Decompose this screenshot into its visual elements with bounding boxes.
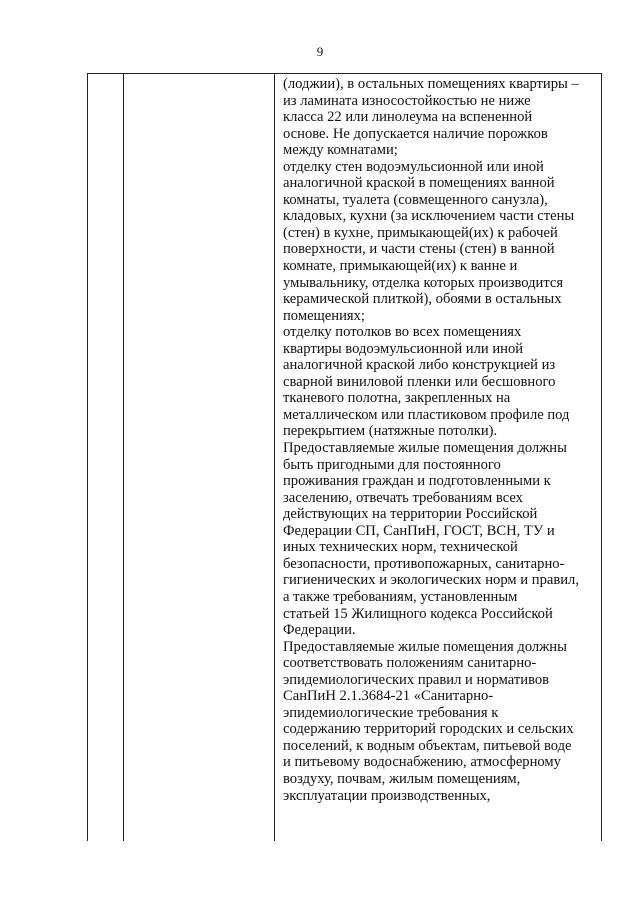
text-line: основе. Не допускается наличие порожков xyxy=(283,125,548,142)
text-line: тканевого полотна, закрепленных на xyxy=(283,390,511,407)
text-line: безопасности, противопожарных, санитарно- xyxy=(283,555,565,572)
text-line: Федерации СП, СанПиН, ГОСТ, ВСН, ТУ и xyxy=(283,522,555,539)
text-line: между комнатами; xyxy=(283,142,398,159)
text-line: аналогичной краской либо конструкцией из xyxy=(283,357,556,374)
text-line: статьей 15 Жилищного кодекса Российской xyxy=(283,605,553,622)
text-line: эпидемиологические требования к xyxy=(283,704,499,721)
text-line: кладовых, кухни (за исключением части стены xyxy=(283,208,575,225)
text-line: сварной виниловой пленки или бесшовного xyxy=(283,373,556,390)
table-cell-text xyxy=(283,76,595,804)
text-line: поселений, к водным объектам, питьевой воде xyxy=(283,737,572,754)
text-line: содержанию территорий городских и сельских xyxy=(283,721,574,738)
text-line: (лоджии), в остальных помещениях квартиры – xyxy=(283,76,579,92)
text-line: умывальнику, отделка которых производится xyxy=(283,274,564,291)
text-line: керамической плиткой), обоями в остальных xyxy=(283,291,562,308)
table-column-divider xyxy=(274,74,275,841)
page-number: 9 xyxy=(316,44,324,59)
text-line: действующих на территории Российской xyxy=(283,506,538,523)
table-column-divider xyxy=(123,74,124,841)
text-line: помещениях; xyxy=(283,307,365,324)
text-line: воздуху, почвам, жилым помещениям, xyxy=(283,770,521,787)
text-line: отделку стен водоэмульсионной или иной xyxy=(283,158,544,175)
text-line: эксплуатации производственных, xyxy=(283,787,491,804)
text-line: из ламината износостойкостью не ниже xyxy=(283,92,531,109)
text-line: соответствовать положениям санитарно- xyxy=(283,655,537,672)
text-line: эпидемиологических правил и нормативов xyxy=(283,671,550,688)
text-line: поверхности, и части стены (стен) в ванной xyxy=(283,241,555,258)
text-line: Предоставляемые жилые помещения должны xyxy=(283,440,567,457)
text-line: (стен) в кухне, примыкающей(их) к рабочей xyxy=(283,224,558,241)
text-line: а также требованиям, установленным xyxy=(283,588,518,605)
text-line: Федерации. xyxy=(283,622,356,639)
text-line: Предоставляемые жилые помещения должны xyxy=(283,638,567,655)
text-line: быть пригодными для постоянного xyxy=(283,456,501,473)
text-line: проживания граждан и подготовленными к xyxy=(283,473,551,490)
text-line: СанПиН 2.1.3684-21 «Санитарно- xyxy=(283,688,494,705)
text-line: класса 22 или линолеума на вспененной xyxy=(283,109,533,126)
text-line: гигиенических и экологических норм и правил, xyxy=(283,572,579,589)
text-line: комнаты, туалета (совмещенного санузла), xyxy=(283,191,548,208)
text-line: и питьевому водоснабжению, атмосферному xyxy=(283,754,561,771)
text-line: иных технических норм, технической xyxy=(283,539,518,556)
text-line: аналогичной краской в помещениях ванной xyxy=(283,175,555,192)
text-line: комнате, примыкающей(их) к ванне и xyxy=(283,258,518,275)
text-line: металлическом или пластиковом профиле под xyxy=(283,406,570,423)
text-line: перекрытием (натяжные потолки). xyxy=(283,423,498,440)
text-line: заселению, отвечать требованиям всех xyxy=(283,489,523,506)
text-line: отделку потолков во всех помещениях xyxy=(283,324,522,341)
text-line: квартиры водоэмульсионной или иной xyxy=(283,340,524,357)
